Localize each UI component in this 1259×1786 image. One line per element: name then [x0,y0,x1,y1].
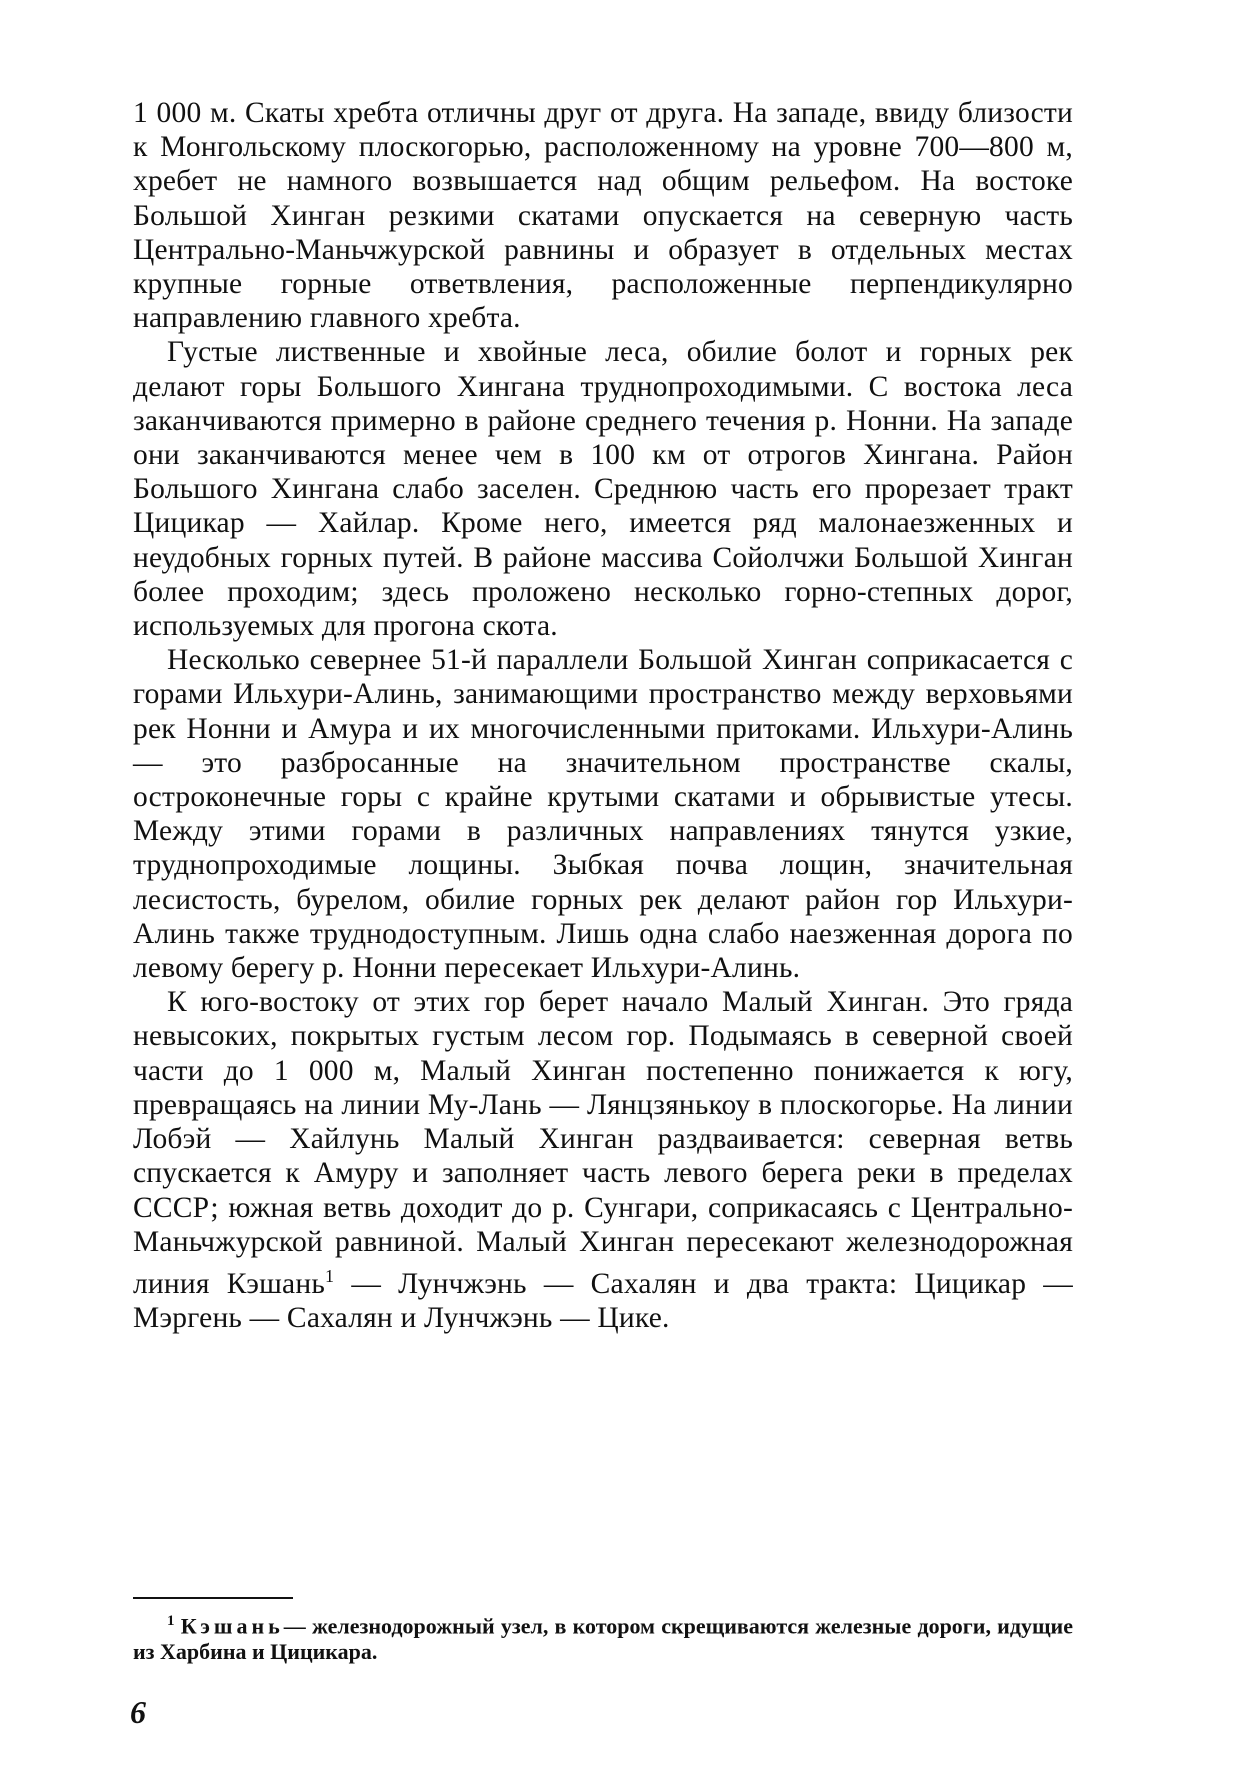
footnote-term: Кэшань [180,1613,284,1639]
footnote-divider [133,1597,293,1599]
paragraph-3: Несколько севернее 51-й параллели Большой Хинган соприкасается с горами Ильхури-Алинь, занимающими пространство между верховьями рек Нонни и Амура и их многочисленными притоками. Ильхури-Алинь — это разбросанные на значительном пространстве скалы, остроконечные горы с крайне крутыми скатами и обрывистые утесы. Между этими горами в различных направлениях тянутся узкие, труднопроходимые лощины. Зыбкая почва лощин, значительная лесистость, бурелом, обилие горных рек делают район гор Ильхури-Алинь также труднодоступным. Лишь одна слабо наезженная дорога по левому берегу р. Нонни пересекает Ильхури-Алинь. [133,644,1073,985]
paragraph-4-continuation: — Лунчжэнь — Сахалян и два тракта: Цицикар — Мэргень — Сахалян и Лунчжэнь — Цике. [133,1267,1073,1334]
paragraph-1: 1 000 м. Скаты хребта отличны друг от друга. На западе, ввиду близости к Монгольскому плоскогорью, расположенному на уровне 700—800 м, хребет не намного возвышается над общим рельефом. На востоке Большой Хинган резкими скатами опускается на северную часть Центрально-Маньчжурской равнины и образует в отдельных местах крупные горные ответвления, расположенные перпендикулярно направлению главного хребта. [133,97,1073,335]
footnote-reference: 1 [324,1265,335,1286]
page-body [133,96,1073,1335]
footnote-text: — железнодорожный узел, в котором скрещиваются железные дороги, идущие из Харбина и Цицикара. [133,1613,1073,1665]
paragraph-2: Густые лиственные и хвойные леса, обилие болот и горных рек делают горы Большого Хингана труднопроходимыми. С востока леса заканчиваются примерно в районе среднего течения р. Нонни. На западе они заканчиваются менее чем в 100 км от отрогов Хингана. Район Большого Хингана слабо заселен. Среднюю часть его прорезает тракт Цицикар — Хайлар. Кроме него, имеется ряд малонаезженных и неудобных горных путей. В районе массива Сойолчжи Большой Хинган более проходим; здесь проложено несколько горно-степных дорог, используемых для прогона скота. [133,336,1073,643]
footnote [133,1608,1073,1665]
paragraph-4-text: К юго-востоку от этих гор берет начало Малый Хинган. Это гряда невысоких, покрытых густым лесом гор. Подымаясь в северной своей части до 1 000 м, Малый Хинган постепенно понижается к югу, превращаясь на линии Му-Лань — Лянцзянькоу в плоскогорье. На линии Лобэй — Хайлунь Малый Хинган раздваивается: северная ветвь спускается к Амуру и заполняет часть левого берега реки в пределах СССР; южная ветвь доходит до р. Сунгари, соприкасаясь с Центрально-Маньчжурской равниной. Малый Хинган пересекают железнодорожная линия Кэшань [133,986,1073,1300]
footnote-marker: 1 [167,1613,175,1629]
paragraph-4 [133,985,1073,1335]
page-number: 6 [130,1694,146,1730]
